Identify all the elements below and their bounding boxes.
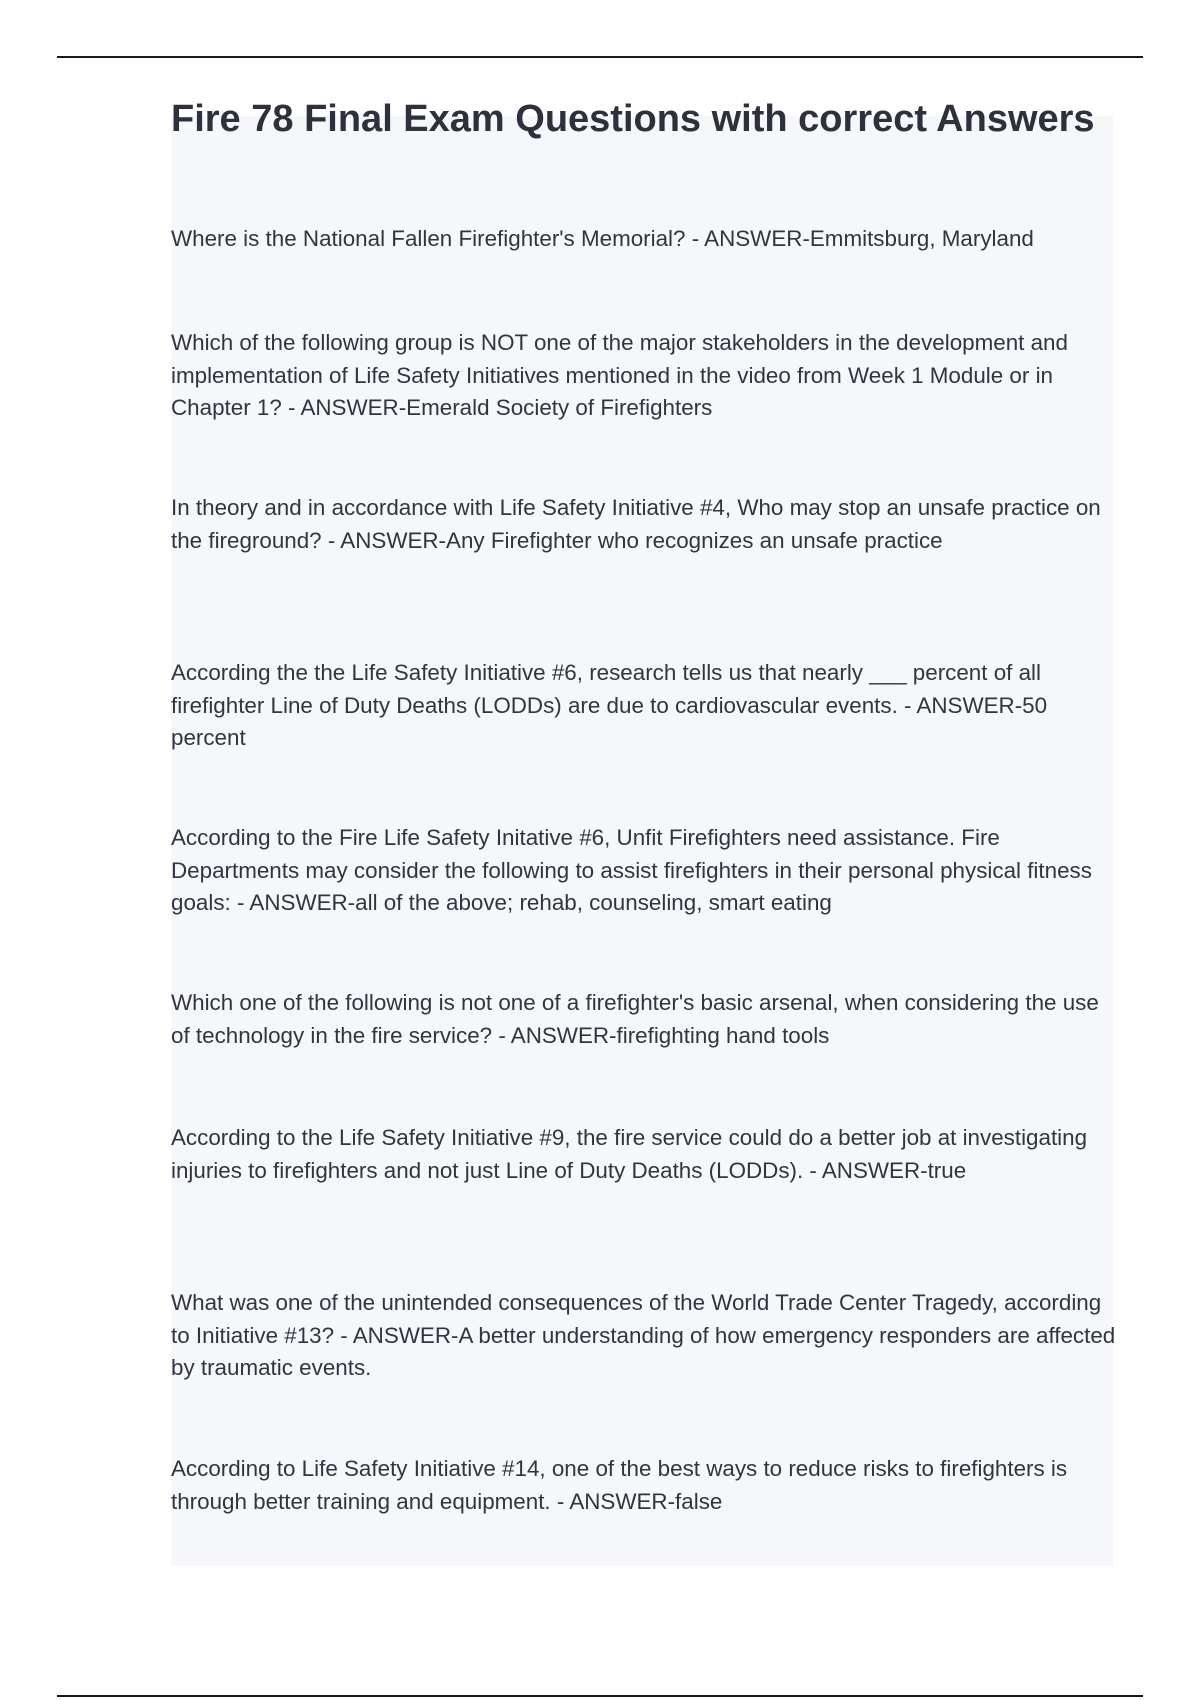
qa-item-6: Which one of the following is not one of a firefighter's basic arsenal, when considering the use of technology in the fire service? - ANSWER-firefighting hand tools (171, 990, 1099, 1048)
qa-item-3: In theory and in accordance with Life Safety Initiative #4, Who may stop an unsafe practice on the fireground? - ANSWER-Any Firefighter who recognizes an unsafe practice (171, 495, 1101, 553)
qa-item-1: Where is the National Fallen Firefighter's Memorial? - ANSWER-Emmitsburg, Maryland (171, 226, 1034, 251)
qa-item-9: According to Life Safety Initiative #14, one of the best ways to reduce risks to firefighters is through better training and equipment. - ANSWER-false (171, 1456, 1068, 1514)
qa-item-4: According the the Life Safety Initiative #6, research tells us that nearly ___ percent of all firefighter Line of Duty Deaths (LODDs) are due to cardiovascular events. - ANSWER-50 percent (171, 660, 1048, 750)
qa-item-2: Which of the following group is NOT one of the major stakeholders in the development and implementation of Life Safety Initiatives mentioned in the video from Week 1 Module or in Chapter 1? - ANSWER-Emerald Society of Firefighters (171, 330, 1068, 420)
qa-item-7: According to the Life Safety Initiative #9, the fire service could do a better job at investigating injuries to firefighters and not just Line of Duty Deaths (LODDs). - ANSWER-true (171, 1125, 1088, 1183)
qa-item-5: According to the Fire Life Safety Initative #6, Unfit Firefighters need assistance. Fire Departments may consider the following to assist firefighters in their personal physical fitness goals: - ANSWER-all of the above; rehab, counseling, smart eating (171, 825, 1092, 915)
qa-item-8: What was one of the unintended consequences of the World Trade Center Tragedy, according to Initiative #13? - ANSWER-A better understanding of how emergency responders are affected by traumatic events. (171, 1290, 1116, 1380)
document-title: Fire 78 Final Exam Questions with correct Answers (171, 98, 1095, 140)
bottom-rule (57, 1695, 1143, 1697)
top-rule (57, 56, 1143, 58)
